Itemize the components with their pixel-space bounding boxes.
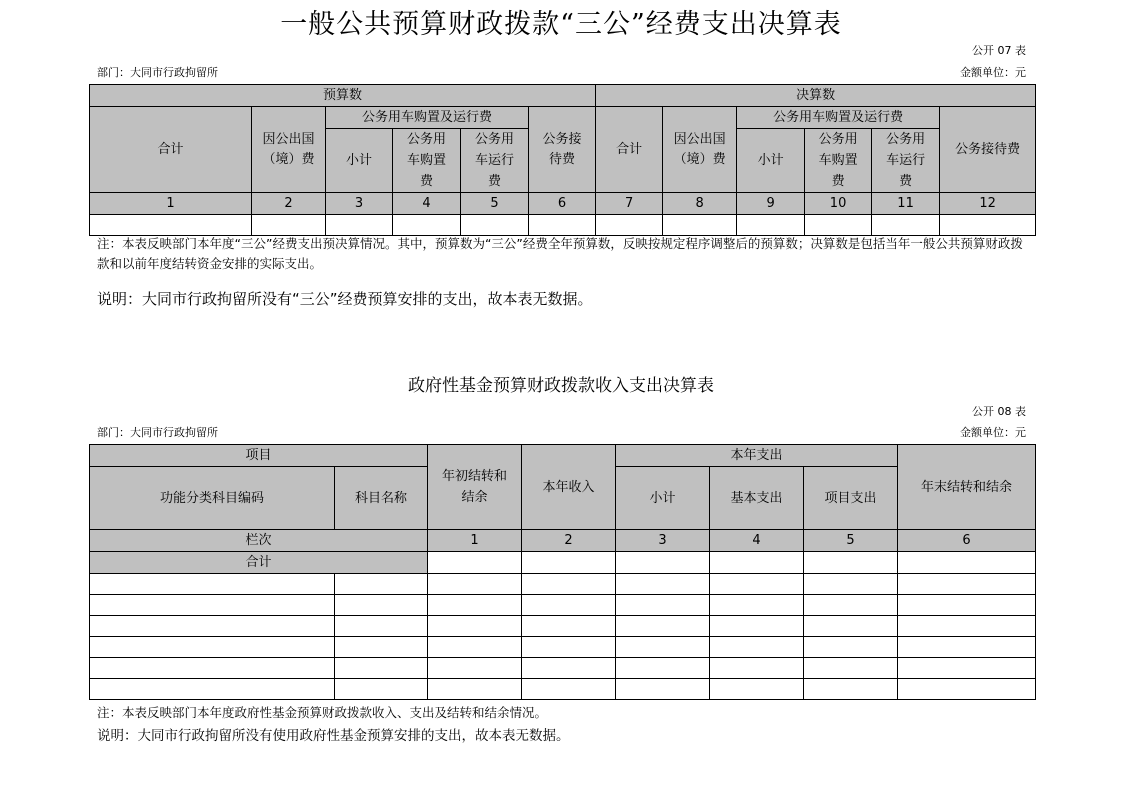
table-cell — [898, 574, 1036, 595]
expense-project-header: 项目支出 — [804, 467, 898, 530]
expense-group-header: 本年支出 — [616, 445, 898, 467]
col-number: 11 — [872, 193, 940, 215]
table-cell — [428, 616, 522, 637]
income-header: 本年收入 — [522, 445, 616, 530]
final-total-header: 合计 — [596, 107, 663, 193]
table-cell — [326, 215, 393, 236]
col-number: 7 — [596, 193, 663, 215]
col-number: 3 — [616, 530, 710, 552]
table-row — [90, 679, 1036, 700]
col-number: 9 — [737, 193, 805, 215]
table07-explanation: 说明：大同市行政拘留所没有“三公”经费预算安排的支出，故本表无数据。 — [97, 290, 593, 308]
budget-reception-header: 公务接待费 — [529, 107, 596, 193]
final-abroad-header: 因公出国（境）费 — [663, 107, 737, 193]
table-row — [90, 215, 1036, 236]
table-cell — [898, 595, 1036, 616]
col-number: 5 — [804, 530, 898, 552]
table-cell — [522, 637, 616, 658]
total-label: 合计 — [90, 552, 428, 574]
table-cell — [898, 658, 1036, 679]
table-cell — [522, 616, 616, 637]
table-cell — [428, 637, 522, 658]
final-purchase-header: 公务用车购置费 — [805, 129, 872, 193]
col-number: 8 — [663, 193, 737, 215]
table-cell — [90, 595, 335, 616]
table-cell — [804, 616, 898, 637]
budget-car-group-header: 公务用车购置及运行费 — [326, 107, 529, 129]
table-cell — [335, 658, 428, 679]
budget-total-header: 合计 — [90, 107, 252, 193]
table-cell — [461, 215, 529, 236]
table-cell — [710, 679, 804, 700]
table-cell — [428, 658, 522, 679]
budget-subtotal-header: 小计 — [326, 129, 393, 193]
subject-name-header: 科目名称 — [335, 467, 428, 530]
col-number: 3 — [326, 193, 393, 215]
col-number: 1 — [428, 530, 522, 552]
table08 — [89, 444, 1036, 700]
col-number: 12 — [940, 193, 1036, 215]
table07-dept: 部门：大同市行政拘留所 — [97, 66, 218, 79]
item-header: 项目 — [90, 445, 428, 467]
budget-purchase-header: 公务用车购置费 — [393, 129, 461, 193]
table-cell — [529, 215, 596, 236]
table-cell — [804, 658, 898, 679]
table-cell — [710, 637, 804, 658]
table08-dept: 部门：大同市行政拘留所 — [97, 426, 218, 439]
table-row — [90, 658, 1036, 679]
table-cell — [710, 574, 804, 595]
final-operation-header: 公务用车运行费 — [872, 129, 940, 193]
col-number: 10 — [805, 193, 872, 215]
table-row — [90, 616, 1036, 637]
table07 — [89, 84, 1036, 236]
col-number: 2 — [252, 193, 326, 215]
table-cell — [90, 679, 335, 700]
table-cell — [335, 616, 428, 637]
table-cell — [522, 574, 616, 595]
table-cell — [805, 215, 872, 236]
table-row — [90, 574, 1036, 595]
col-number: 1 — [90, 193, 252, 215]
col-number: 4 — [710, 530, 804, 552]
table-cell — [428, 552, 522, 574]
table08-unit: 金额单位：元 — [960, 426, 1026, 439]
table-cell — [522, 595, 616, 616]
table08-code: 公开 08 表 — [972, 405, 1026, 418]
col-number: 6 — [529, 193, 596, 215]
budget-operation-header: 公务用车运行费 — [461, 129, 529, 193]
table-cell — [710, 552, 804, 574]
table-cell — [804, 552, 898, 574]
table-cell — [737, 215, 805, 236]
col-number: 5 — [461, 193, 529, 215]
table-cell — [616, 616, 710, 637]
table-cell — [804, 679, 898, 700]
col-number: 2 — [522, 530, 616, 552]
table-cell — [616, 679, 710, 700]
table-cell — [898, 616, 1036, 637]
table-cell — [596, 215, 663, 236]
table-cell — [522, 552, 616, 574]
table-cell — [335, 574, 428, 595]
table-cell — [616, 658, 710, 679]
table07-title: 一般公共预算财政拨款“三公”经费支出决算表 — [280, 9, 842, 40]
col-label: 栏次 — [90, 530, 428, 552]
opening-balance-header: 年初结转和结余 — [428, 445, 522, 530]
table-cell — [898, 679, 1036, 700]
table-cell — [90, 215, 252, 236]
table07-unit: 金额单位：元 — [960, 66, 1026, 79]
table-cell — [898, 552, 1036, 574]
table-cell — [90, 637, 335, 658]
func-code-header: 功能分类科目编码 — [90, 467, 335, 530]
table-cell — [804, 637, 898, 658]
table08-explanation: 说明：大同市行政拘留所没有使用政府性基金预算安排的支出，故本表无数据。 — [97, 728, 570, 744]
table-cell — [90, 658, 335, 679]
final-car-group-header: 公务用车购置及运行费 — [737, 107, 940, 129]
table-cell — [335, 679, 428, 700]
final-reception-header: 公务接待费 — [940, 107, 1036, 193]
table-cell — [898, 637, 1036, 658]
table-cell — [940, 215, 1036, 236]
table-cell — [522, 679, 616, 700]
table-cell — [710, 616, 804, 637]
table-cell — [252, 215, 326, 236]
total-row — [90, 552, 1036, 574]
final-group-header: 决算数 — [596, 85, 1036, 107]
table-cell — [872, 215, 940, 236]
expense-subtotal-header: 小计 — [616, 467, 710, 530]
table07-code: 公开 07 表 — [972, 44, 1026, 57]
budget-group-header: 预算数 — [90, 85, 596, 107]
table-cell — [393, 215, 461, 236]
table08-note: 注：本表反映部门本年度政府性基金预算财政拨款收入、支出及结转和结余情况。 — [97, 705, 548, 720]
table-cell — [335, 595, 428, 616]
table-cell — [710, 595, 804, 616]
table-cell — [90, 616, 335, 637]
table-row — [90, 637, 1036, 658]
table-cell — [710, 658, 804, 679]
closing-balance-header: 年末结转和结余 — [898, 445, 1036, 530]
expense-basic-header: 基本支出 — [710, 467, 804, 530]
table-cell — [428, 574, 522, 595]
table-cell — [90, 574, 335, 595]
table07-note: 注：本表反映部门本年度“三公”经费支出预决算情况。其中，预算数为“三公”经费全年预算数，反映按规定程序调整后的预算数；决算数是包括当年一般公共预算财政拨款和以前年度结转资金安排的实际支出。 — [97, 236, 1023, 271]
table08-title: 政府性基金预算财政拨款收入支出决算表 — [408, 376, 714, 396]
col-number: 4 — [393, 193, 461, 215]
table-cell — [616, 552, 710, 574]
table-cell — [335, 637, 428, 658]
table-cell — [804, 595, 898, 616]
table-cell — [522, 658, 616, 679]
col-number: 6 — [898, 530, 1036, 552]
table-cell — [616, 574, 710, 595]
table-cell — [663, 215, 737, 236]
table-cell — [616, 637, 710, 658]
table-cell — [616, 595, 710, 616]
table-cell — [428, 595, 522, 616]
table-cell — [428, 679, 522, 700]
final-subtotal-header: 小计 — [737, 129, 805, 193]
budget-abroad-header: 因公出国（境）费 — [252, 107, 326, 193]
table-cell — [804, 574, 898, 595]
table-row — [90, 595, 1036, 616]
